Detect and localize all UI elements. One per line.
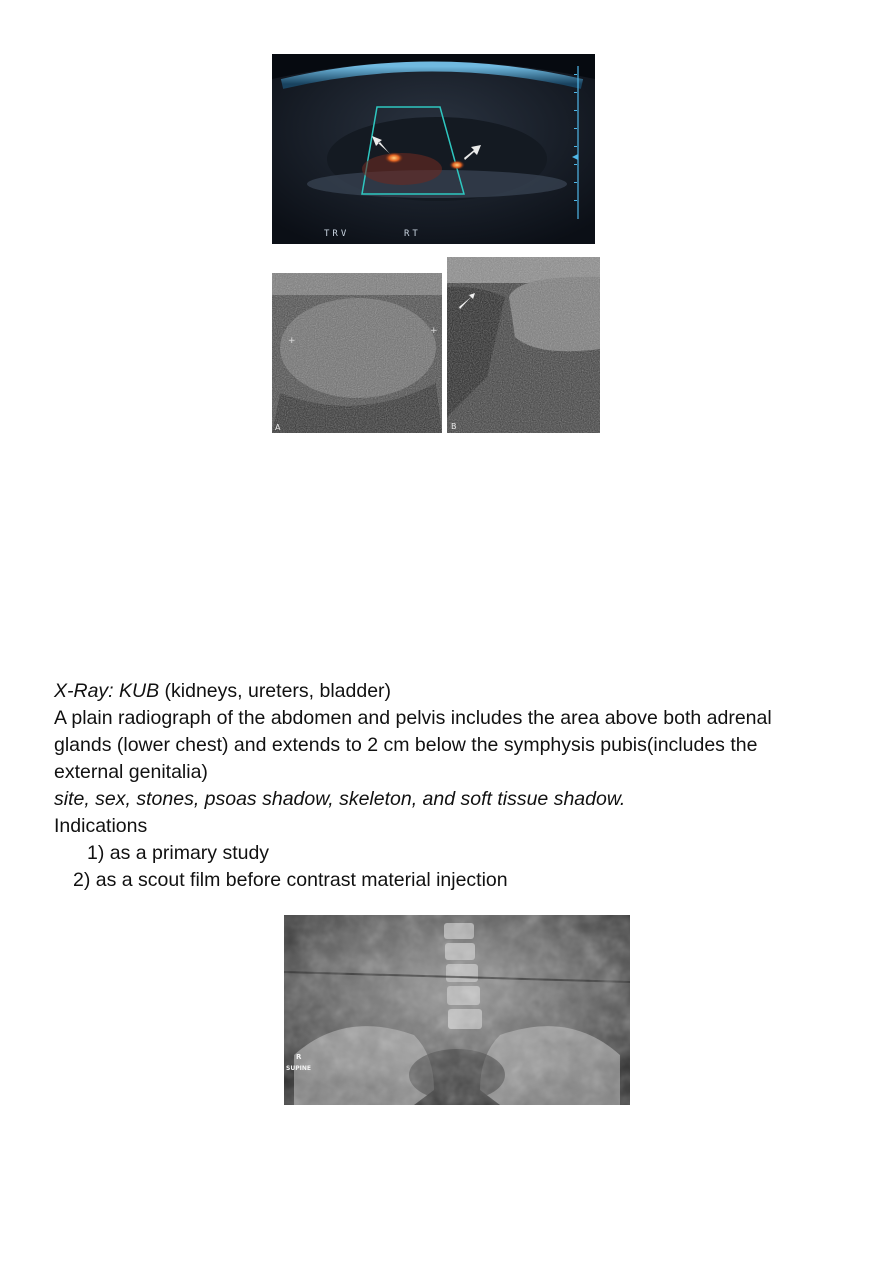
kub-description-line-1: A plain radiograph of the abdomen and pelvis includes the area above both adrenal (54, 707, 772, 729)
grayscale-ultrasound-a (272, 273, 442, 433)
kub-xray-image (284, 915, 630, 1105)
caption-trv: TRV (324, 229, 350, 239)
kub-mnemonic: site, sex, stones, psoas shadow, skeleton, and soft tissue shadow. (54, 788, 626, 810)
grayscale-ultrasound-b (447, 257, 600, 433)
xray-side-marker: R (296, 1053, 302, 1061)
caption-rt: RT (404, 229, 421, 239)
indications-title: Indications (54, 815, 148, 837)
label-a: A (275, 423, 281, 432)
kub-heading-rest: (kidneys, ureters, bladder) (159, 680, 392, 702)
kub-description-line-2: glands (lower chest) and extends to 2 cm below the symphysis pubis(includes the (54, 734, 758, 756)
svg-text:+: + (288, 336, 296, 346)
doppler-ultrasound-image (272, 54, 595, 244)
indication-item-2: 2) as a scout film before contrast material injection (73, 869, 508, 891)
xray-position-marker: SUPINE (286, 1065, 311, 1072)
kub-description-line-3: external genitalia) (54, 761, 208, 783)
kub-heading (54, 678, 391, 705)
label-b: B (451, 422, 457, 431)
kub-heading-italic: X-Ray: KUB (54, 680, 160, 702)
indication-item-1: 1) as a primary study (87, 842, 270, 864)
svg-text:+: + (430, 326, 438, 336)
